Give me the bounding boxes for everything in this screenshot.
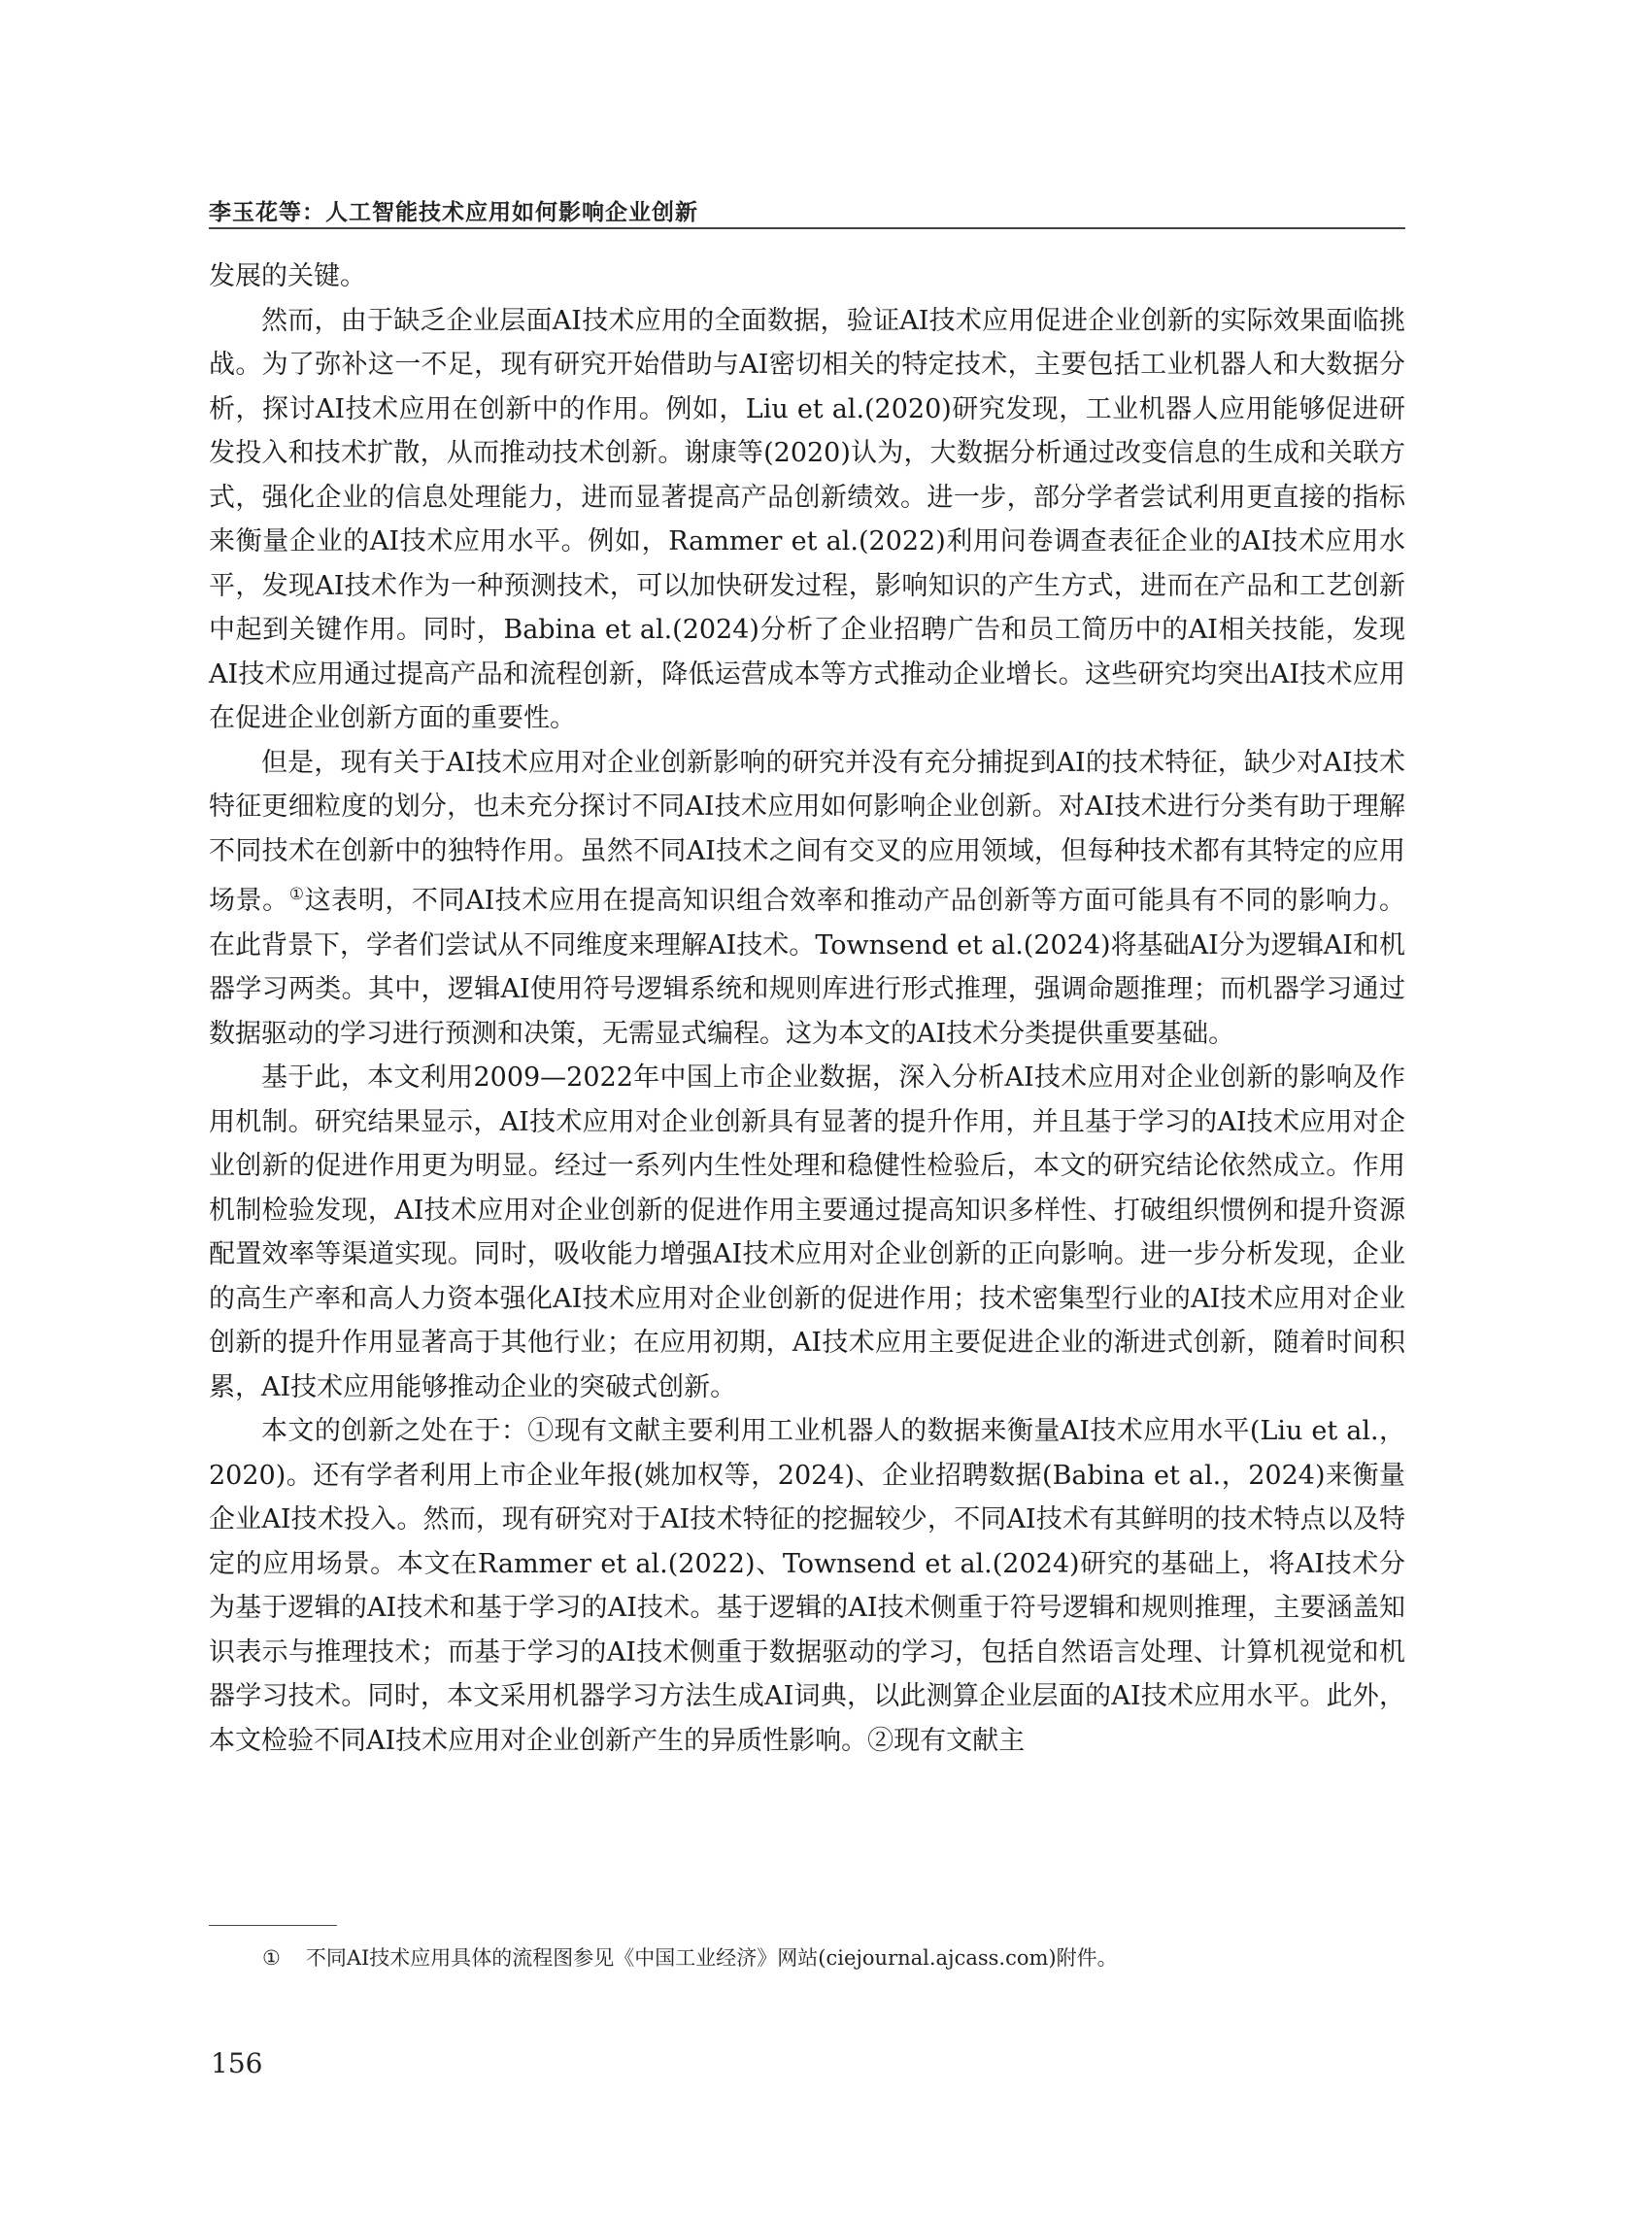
paragraph-text: 这表明，不同AI技术应用在提高知识组合效率和推动产品创新等方面可能具有不同的影响力。在此背景下，学者们尝试从不同维度来理解AI技术。Townsend et al.(2024)将基础AI分为逻辑AI和机器学习两类。其中，逻辑AI使用符号逻辑系统和规则库进行形式推理，强调命题推理；而机器学习通过数据驱动的学习进行预测和决策，无需显式编程。这为本文的AI技术分类提供重要基础。 <box>209 886 1405 1049</box>
running-header: 李玉花等：人工智能技术应用如何影响企业创新 <box>209 200 698 225</box>
paragraph: 本文的创新之处在于：①现有文献主要利用工业机器人的数据来衡量AI技术应用水平(Liu et al.，2020)。还有学者利用上市企业年报(姚加权等，2024)、企业招聘数据(Babina et al.，2024)来衡量企业AI技术投入。然而，现有研究对于AI技术特征的挖掘较少，不同AI技术有其鲜明的技术特点以及特定的应用场景。本文在Rammer et al.(2022)、Townsend et al.(2024)研究的基础上，将AI技术分为基于逻辑的AI技术和基于学习的AI技术。基于逻辑的AI技术侧重于符号逻辑和规则推理，主要涵盖知识表示与推理技术；而基于学习的AI技术侧重于数据驱动的学习，包括自然语言处理、计算机视觉和机器学习技术。同时，本文采用机器学习方法生成AI词典，以此测算企业层面的AI技术应用水平。此外，本文检验不同AI技术应用对企业创新产生的异质性影响。②现有文献主 <box>209 1416 1405 1756</box>
body-text <box>209 254 1405 1763</box>
footnote <box>262 1943 1118 1973</box>
footnote-rule <box>209 1925 337 1926</box>
paragraph <box>209 741 1405 1057</box>
paragraph-continuation: 发展的关键。 <box>209 261 366 291</box>
paragraph: 基于此，本文利用2009—2022年中国上市企业数据，深入分析AI技术应用对企业创新的影响及作用机制。研究结果显示，AI技术应用对企业创新具有显著的提升作用，并且基于学习的AI技术应用对企业创新的促进作用更为明显。经过一系列内生性处理和稳健性检验后，本文的研究结论依然成立。作用机制检验发现，AI技术应用对企业创新的促进作用主要通过提高知识多样性、打破组织惯例和提升资源配置效率等渠道实现。同时，吸收能力增强AI技术应用对企业创新的正向影响。进一步分析发现，企业的高生产率和高人力资本强化AI技术应用对企业创新的促进作用；技术密集型行业的AI技术应用对企业创新的提升作用显著高于其他行业；在应用初期，AI技术应用主要促进企业的渐进式创新，随着时间积累，AI技术应用能够推动企业的突破式创新。 <box>209 1062 1405 1402</box>
paragraph-text: 但是，现有关于AI技术应用对企业创新影响的研究并没有充分捕捉到AI的技术特征，缺少对AI技术特征更细粒度的划分，也未充分探讨不同AI技术应用如何影响企业创新。对AI技术进行分类有助于理解不同技术在创新中的独特作用。虽然不同AI技术之间有交叉的应用领域，但每种技术都有其特定的应用场景。 <box>209 747 1405 916</box>
footnote-mark: ① <box>262 1946 281 1970</box>
paragraph: 然而，由于缺乏企业层面AI技术应用的全面数据，验证AI技术应用促进企业创新的实际效果面临挑战。为了弥补这一不足，现有研究开始借助与AI密切相关的特定技术，主要包括工业机器人和大数据分析，探讨AI技术应用在创新中的作用。例如，Liu et al.(2020)研究发现，工业机器人应用能够促进研发投入和技术扩散，从而推动技术创新。谢康等(2020)认为，大数据分析通过改变信息的生成和关联方式，强化企业的信息处理能力，进而显著提高产品创新绩效。进一步，部分学者尝试利用更直接的指标来衡量企业的AI技术应用水平。例如，Rammer et al.(2022)利用问卷调查表征企业的AI技术应用水平，发现AI技术作为一种预测技术，可以加快研发过程，影响知识的产生方式，进而在产品和工艺创新中起到关键作用。同时，Babina et al.(2024)分析了企业招聘广告和员工简历中的AI相关技能，发现AI技术应用通过提高产品和流程创新，降低运营成本等方式推动企业增长。这些研究均突出AI技术应用在促进企业创新方面的重要性。 <box>209 305 1405 733</box>
page-number: 156 <box>211 2047 263 2079</box>
footnote-reference[interactable]: ① <box>288 885 305 904</box>
header-rule <box>209 227 1405 229</box>
footnote-text: 不同AI技术应用具体的流程图参见《中国工业经济》网站(ciejournal.ajcass.com)附件。 <box>305 1946 1118 1970</box>
